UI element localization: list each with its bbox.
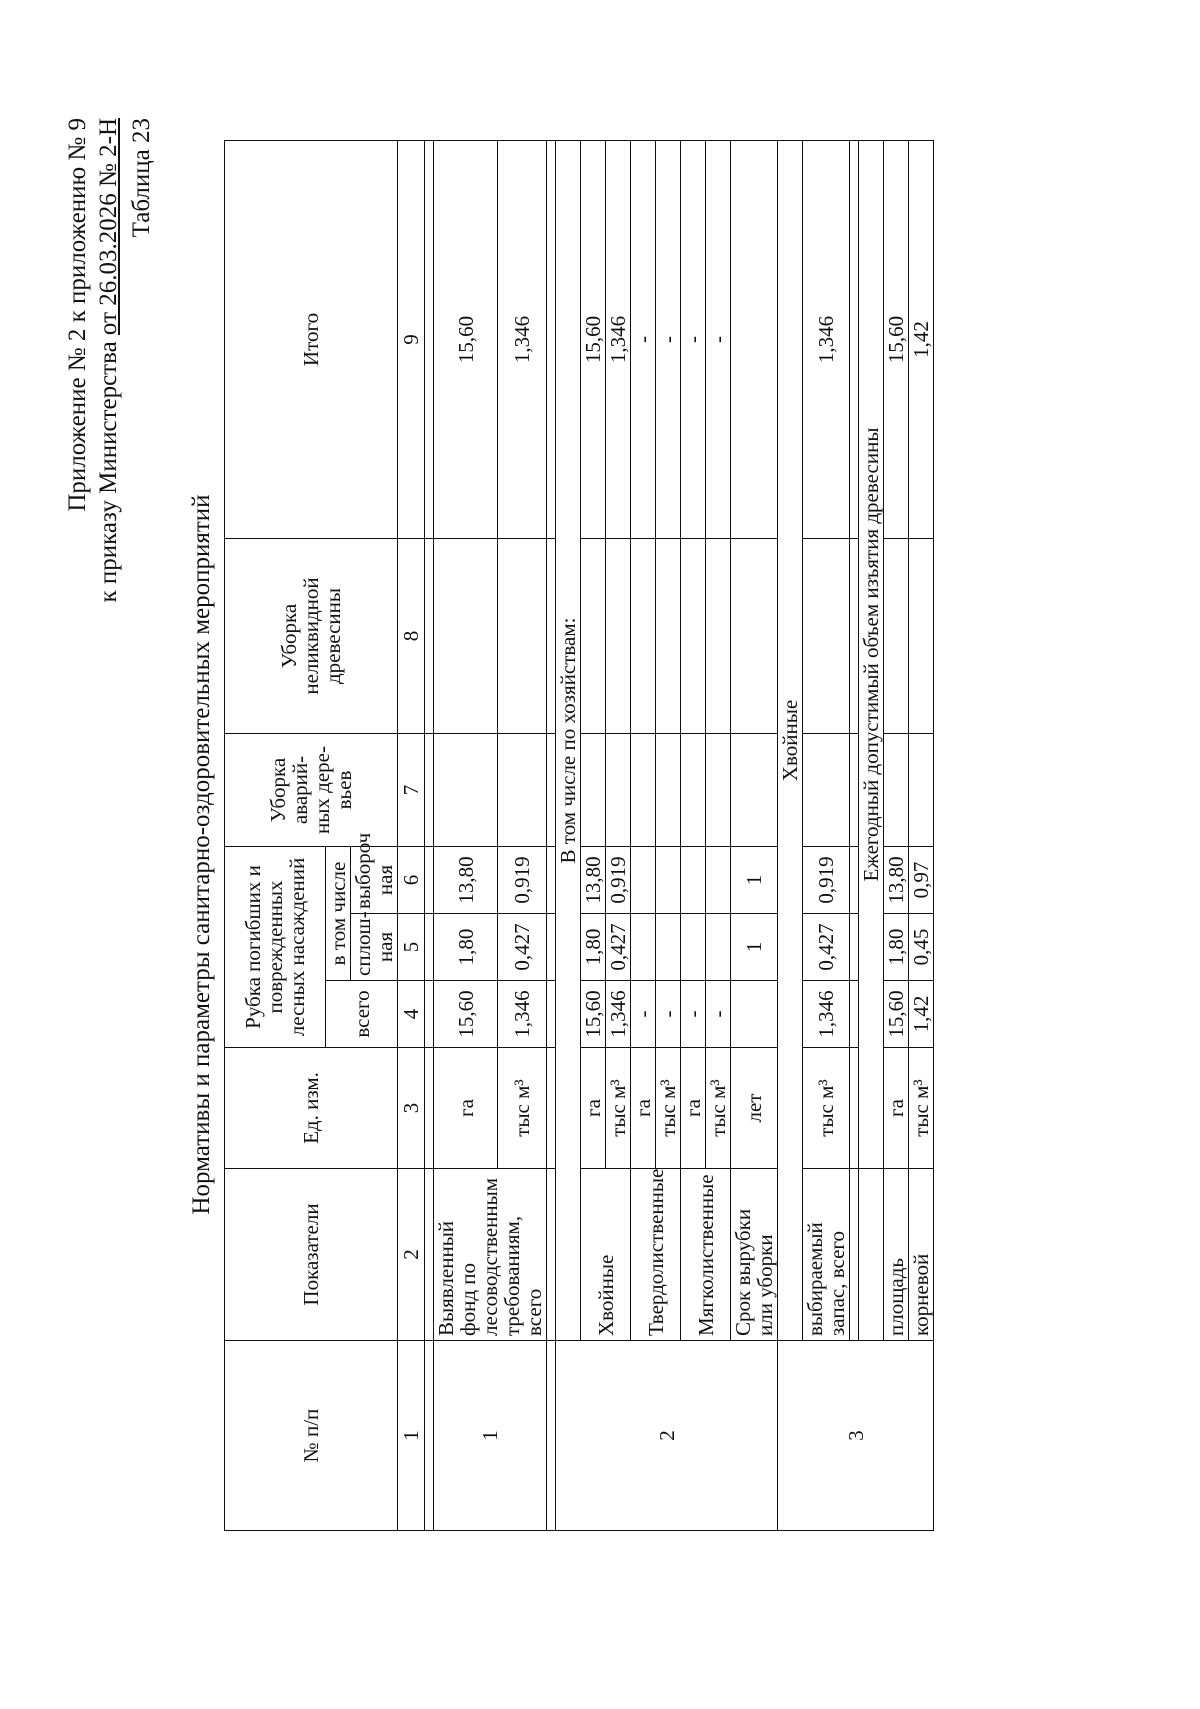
col-number: 3 (398, 1048, 425, 1169)
row-number: 3 (778, 1341, 934, 1531)
document-title: Нормативы и параметры санитарно-оздоровительных мероприятий (188, 494, 215, 1215)
indicator-label: корневой (909, 1169, 934, 1341)
document-header (62, 118, 124, 603)
value-cell: 1,80 (884, 914, 909, 981)
unit-cell: га (884, 1048, 909, 1169)
value-cell: 0,427 (606, 914, 631, 981)
value-cell (434, 734, 498, 847)
value-cell: 1,42 (909, 981, 934, 1048)
value-cell: 15,60 (581, 981, 606, 1048)
value-cell: 1,42 (909, 141, 934, 539)
table-row (909, 141, 934, 1531)
value-cell: - (656, 981, 681, 1048)
value-cell (498, 734, 547, 847)
col-header-indicators: Показатели (225, 1169, 398, 1341)
value-cell: 1 (731, 914, 778, 981)
unit-cell: тыс м³ (498, 1048, 547, 1169)
header-prefix: к приказу Министерства (95, 341, 122, 603)
value-cell: 13,80 (884, 847, 909, 914)
value-cell: 1,346 (803, 981, 850, 1048)
indicator-label: Мягколиственные (681, 1169, 731, 1341)
header-line-1: Приложение № 2 к приложению № 9 (64, 118, 91, 512)
section-heading: Хвойные (778, 141, 803, 1341)
value-cell: - (706, 981, 731, 1048)
col-number: 5 (398, 914, 425, 981)
value-cell: 0,45 (909, 914, 934, 981)
value-cell: 15,60 (434, 141, 498, 539)
value-cell: 1,80 (581, 914, 606, 981)
indicator-label: выбираемый запас, всего (803, 1169, 850, 1341)
col-number: 8 (398, 539, 425, 734)
unit-cell: лет (731, 1048, 778, 1169)
col-number: 4 (398, 981, 425, 1048)
unit-cell: тыс м³ (803, 1048, 850, 1169)
value-cell: - (656, 141, 681, 539)
indicator-label: Выявленный фонд по лесоводственным требованиям, всего (434, 1169, 547, 1341)
col-header-nonliquid: Уборка неликвидной древесины (225, 539, 398, 734)
value-cell: 1,346 (606, 141, 631, 539)
col-header-num: № п/п (225, 1341, 398, 1531)
table-row (631, 141, 656, 1531)
col-number: 2 (398, 1169, 425, 1341)
value-cell: 1,346 (498, 141, 547, 539)
indicator-label: Твердолиственные (631, 1169, 681, 1341)
value-cell: 0,427 (498, 914, 547, 981)
value-cell: - (681, 981, 706, 1048)
col-number: 9 (398, 141, 425, 539)
row-number: 1 (434, 1341, 547, 1531)
section-heading-row (859, 141, 884, 1531)
value-cell: 13,80 (434, 847, 498, 914)
table-number: Таблица 23 (128, 118, 155, 238)
section-heading: Ежегодный допустимый объем изъятия древесины (859, 141, 884, 1169)
table-row (434, 141, 498, 1531)
value-cell: 1,80 (434, 914, 498, 981)
indicator-label: Хвойные (581, 1169, 631, 1341)
indicator-label: Срок вырубки или уборки (731, 1169, 778, 1341)
unit-cell: га (631, 1048, 656, 1169)
col-header-felling: Рубка погибших и поврежденных лесных насаждений (225, 847, 326, 1048)
unit-cell: га (581, 1048, 606, 1169)
value-cell: 1,346 (498, 981, 547, 1048)
table-row (803, 141, 850, 1531)
section-heading-row (778, 141, 803, 1531)
value-cell: 0,427 (803, 914, 850, 981)
col-header-all: всего (326, 981, 398, 1048)
unit-cell: тыс м³ (656, 1048, 681, 1169)
col-header-emergency: Уборка аварий-ных дере-вьев (225, 734, 398, 847)
value-cell: 15,60 (581, 141, 606, 539)
value-cell: 0,97 (909, 847, 934, 914)
col-number: 7 (398, 734, 425, 847)
section-heading: В том числе по хозяйствам: (556, 141, 581, 1341)
value-cell: 1,346 (803, 141, 850, 539)
value-cell: 0,919 (498, 847, 547, 914)
order-reference: от 26.03.2026 № 2-Н (95, 118, 122, 336)
section-heading-row (556, 141, 581, 1531)
value-cell: 15,60 (884, 981, 909, 1048)
col-header-incl: в том числе (326, 847, 351, 981)
value-cell: - (631, 981, 656, 1048)
value-cell: - (706, 141, 731, 539)
value-cell: 0,919 (606, 847, 631, 914)
value-cell (434, 539, 498, 734)
col-header-selective: выбороч ная (351, 847, 398, 914)
column-number-row (398, 141, 425, 1531)
unit-cell: га (434, 1048, 498, 1169)
unit-cell: тыс м³ (606, 1048, 631, 1169)
col-number: 1 (398, 1341, 425, 1531)
value-cell: - (681, 141, 706, 539)
table-row (681, 141, 706, 1531)
value-cell: 0,919 (803, 847, 850, 914)
unit-cell: тыс м³ (909, 1048, 934, 1169)
norms-table (224, 140, 934, 1531)
unit-cell: тыс м³ (706, 1048, 731, 1169)
value-cell: 15,60 (434, 981, 498, 1048)
table-row (581, 141, 606, 1531)
value-cell: 13,80 (581, 847, 606, 914)
col-header-total: Итого (225, 141, 398, 539)
value-cell: 1,346 (606, 981, 631, 1048)
table-row (731, 141, 778, 1531)
table-row (884, 141, 909, 1531)
value-cell: - (631, 141, 656, 539)
col-header-unit: Ед. изм. (225, 1048, 398, 1169)
unit-cell: га (681, 1048, 706, 1169)
value-cell: 1 (731, 847, 778, 914)
indicator-label: площадь (884, 1169, 909, 1341)
value-cell (498, 539, 547, 734)
value-cell: 15,60 (884, 141, 909, 539)
row-number: 2 (556, 1341, 778, 1531)
col-number: 6 (398, 847, 425, 914)
col-header-clear: сплош-ная (351, 914, 398, 981)
header-line-2 (93, 118, 124, 603)
